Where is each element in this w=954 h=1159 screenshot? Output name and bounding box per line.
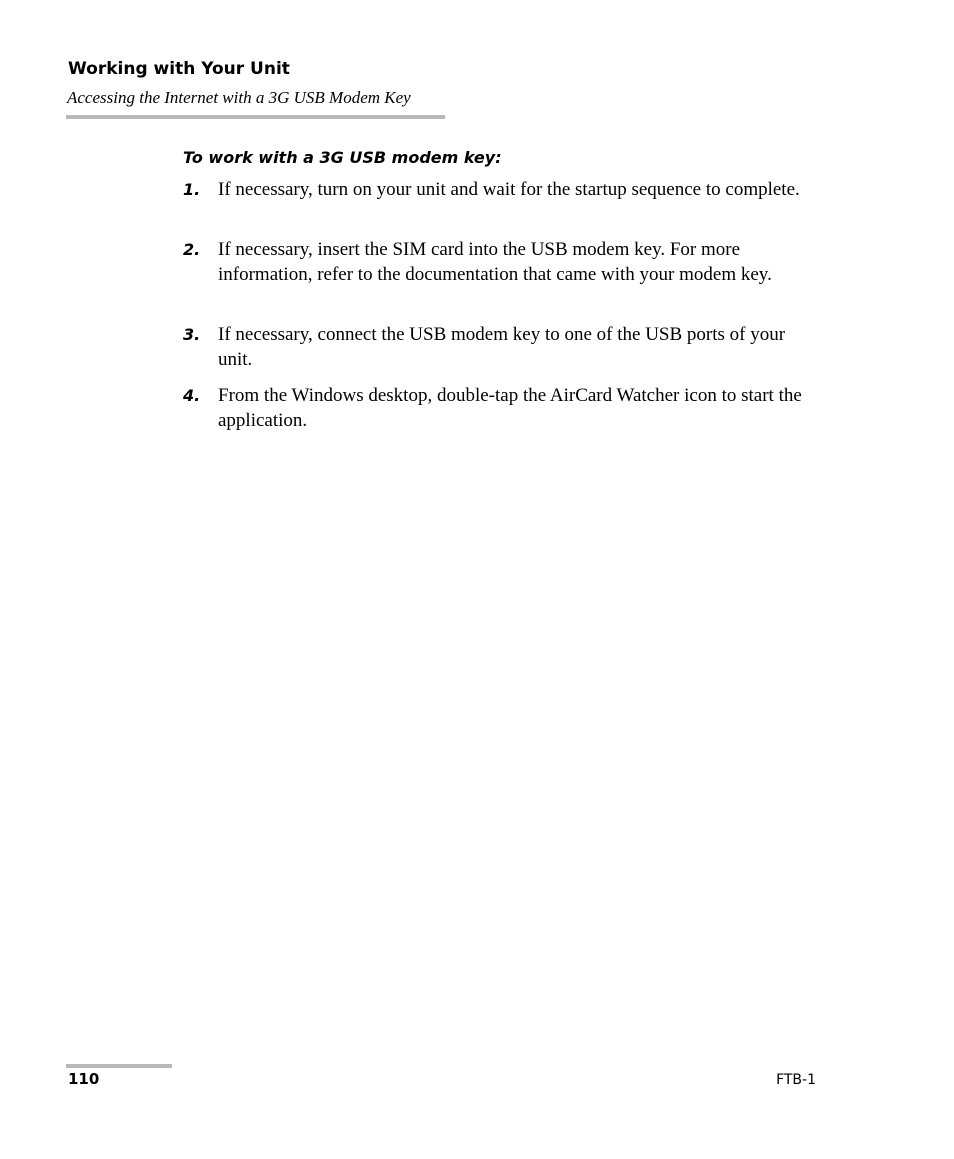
procedure-step [183, 383, 823, 433]
chapter-title: Working with Your Unit [68, 59, 290, 79]
procedure-heading: To work with a 3G USB modem key: [183, 148, 502, 167]
step-number: 3. [183, 325, 201, 344]
procedure-step [183, 322, 823, 372]
step-text: If necessary, turn on your unit and wait for the startup sequence to complete. [218, 179, 800, 200]
section-title: Accessing the Internet with a 3G USB Modem Key [67, 88, 411, 107]
procedure-step [183, 177, 823, 202]
step-text: From the Windows desktop, double-tap the AirCard Watcher icon to start the application. [218, 385, 802, 431]
step-text: If necessary, connect the USB modem key to one of the USB ports of your unit. [218, 324, 786, 370]
step-number: 1. [183, 180, 201, 199]
page-number: 110 [68, 1070, 100, 1088]
product-name: FTB-1 [776, 1072, 816, 1088]
step-text: If necessary, insert the SIM card into the USB modem key. For more information, refer to the documentation that came with your modem key. [218, 239, 772, 285]
header-divider [66, 115, 445, 119]
procedure-step [183, 237, 823, 287]
step-number: 4. [183, 386, 201, 405]
footer-divider [66, 1064, 172, 1068]
step-number: 2. [183, 240, 201, 259]
